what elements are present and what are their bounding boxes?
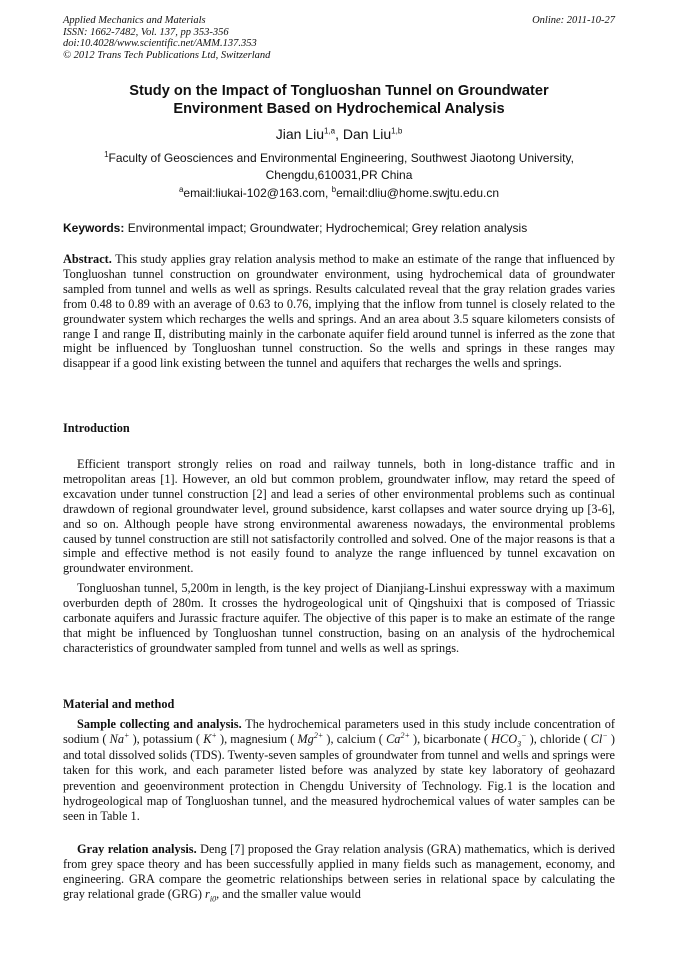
- email-mark: b: [331, 185, 337, 194]
- intro-paragraph-2: Tongluoshan tunnel, 5,200m in length, is the key project of Dianjiang-Linshui expressway with a maximum overburden depth of 280m. It crosses the hydrogeological unit of Qingshuixi that is composed of Triassic carbonate aquifers and Jurassic fracture aquifer. The objective of this paper is to make an estimate of the range that might be influenced by Tongluoshan tunnel construction, basing on an analysis of the hydrochemical characteristics of groundwater sampled from tunnel and wells as well as springs.: [63, 581, 615, 655]
- math-symbol: r: [205, 886, 210, 901]
- abstract-label: Abstract.: [63, 252, 112, 266]
- author-name: Dan Liu: [342, 126, 392, 142]
- potassium-symbol: [203, 732, 217, 746]
- chem-symbol: Cl: [590, 732, 603, 747]
- sample-text: ), potassium (: [129, 732, 204, 747]
- bicarbonate-symbol: [491, 731, 527, 749]
- sample-text: ), bicarbonate (: [409, 732, 492, 747]
- chloride-symbol: [591, 732, 608, 746]
- keywords: [63, 221, 615, 235]
- author-emails: [63, 186, 615, 200]
- chem-symbol: Ca: [386, 732, 401, 747]
- sample-text: ), magnesium (: [216, 732, 298, 747]
- chem-charge: +: [211, 731, 217, 741]
- email-b: email:dliu@home.swjtu.edu.cn: [336, 186, 500, 200]
- email-a: email:liukai-102@163.com,: [183, 186, 332, 200]
- method-sample-paragraph: [63, 717, 615, 825]
- journal-header: [63, 15, 615, 61]
- magnesium-symbol: [297, 732, 323, 746]
- grg-symbol: [205, 886, 217, 904]
- math-subscript: i0: [209, 894, 217, 904]
- affil-mark: 1: [104, 150, 109, 159]
- author-affil-mark: 1,a: [323, 126, 336, 136]
- keywords-text: Environmental impact; Groundwater; Hydrochemical; Grey relation analysis: [124, 221, 528, 235]
- sample-subheading: Sample collecting and analysis.: [77, 717, 242, 731]
- author-affil-mark: 1,b: [391, 126, 403, 136]
- online-date: Online: 2011-10-27: [532, 15, 615, 26]
- email-mark: a: [178, 185, 184, 194]
- author-name: Jian Liu: [275, 126, 324, 142]
- intro-paragraph-1: Efficient transport strongly relies on road and railway tunnels, both in long-distance traffic and in metropolitan areas [1]. However, an old but common problem, groundwater inflow, may retard the speed of excavation under tunnel construction [2] and lead a series of other environmental problems such as continual drawdown of regional groundwater level, ground subsidence, karst collapses and water source drying up [3-6], and so on. Although people have strong environmental awareness nowadays, the environmental problems caused by tunnel construction are still not satisfactorily controlled and solved. One of the major reasons is that a simple and effective method is not easily found to analyze the range influenced by tunnel excavation on groundwater environment.: [63, 457, 615, 576]
- affiliation: [63, 150, 615, 184]
- sample-text: The hydrochemical parameters used in this study include concentration of sodium (: [63, 717, 615, 747]
- chem-charge: −: [602, 731, 608, 741]
- chem-charge: 2+: [400, 731, 410, 741]
- calcium-symbol: [386, 732, 410, 746]
- chem-symbol: Mg: [297, 732, 314, 747]
- paper-title: [63, 82, 615, 118]
- affil-line-2: Chengdu,610031,PR China: [265, 168, 413, 182]
- section-heading-introduction: Introduction: [63, 421, 130, 435]
- sample-text: ), chloride (: [526, 732, 591, 747]
- copyright-line: © 2012 Trans Tech Publications Ltd, Switzerland: [63, 49, 271, 61]
- keywords-label: Keywords:: [63, 221, 125, 235]
- chem-symbol: K: [203, 732, 212, 747]
- title-line-1: Study on the Impact of Tongluoshan Tunnel on Groundwater: [129, 83, 549, 99]
- chem-subscript: 3: [517, 739, 522, 749]
- author-separator: ,: [335, 126, 343, 142]
- affil-line-1: Faculty of Geosciences and Environmental Engineering, Southwest Jiaotong University,: [108, 151, 574, 165]
- abstract: [63, 252, 615, 371]
- author-list: [63, 126, 615, 142]
- chem-charge: −: [521, 731, 527, 741]
- sample-text: ) and total dissolved solids (TDS). Twenty-seven samples of groundwater from tunnel and wells and springs were taken for this work, and each parameter listed before was analyzed by state key laboratory of geohazard prevention and geoenvironment protection in Chengdu University of Technology. Fig.1 is the location and hydrogeological map of Tongluoshan tunnel, and the measured hydrochemical values of water samples can be seen in Table 1.: [63, 732, 616, 824]
- gra-text: , and the smaller value would: [216, 886, 361, 901]
- section-heading-method: Material and method: [63, 697, 175, 711]
- sample-text: ), calcium (: [323, 732, 387, 747]
- abstract-text: This study applies gray relation analysis method to make an estimate of the range that influenced by Tongluoshan tunnel construction on groundwater environment, using hydrochemical data of groundwater sampled from tunnel and wells as well as springs. Results calculated reveal that the gray relation grades varies from 0.48 to 0.89 with an average of 0.63 to 0.76, implying that the inflow from tunnel is closely related to the groundwater system which recharges the wells and springs. And an area about 3.5 square kilometers consists of range Ⅰ and range Ⅱ, distributing mainly in the carbonate aquifer field around tunnel is inferred as the zone that might be influenced by Tongluoshan tunnel construction. So the wells and springs in these ranges may disappear if a good link existing between the tunnel and aquifers that recharges the wells and springs.: [63, 252, 615, 371]
- chem-charge: 2+: [313, 731, 324, 741]
- chem-charge: +: [124, 731, 130, 741]
- chem-symbol: Na: [109, 732, 124, 747]
- issn-line: ISSN: 1662-7482, Vol. 137, pp 353-356: [63, 26, 229, 38]
- gra-subheading: Gray relation analysis.: [77, 842, 197, 856]
- journal-name: Applied Mechanics and Materials: [63, 15, 206, 26]
- gra-text: Deng [7] proposed the Gray relation analysis (GRA) mathematics, which is derived from grey space theory and has been successfully applied in many fields such as management, economy, and engineering. GRA compare the geometric relationships between series in relational space by calculating the gray relational grade (GRG): [63, 842, 615, 901]
- chem-symbol: HCO: [491, 732, 518, 747]
- method-gra-paragraph: [63, 842, 615, 902]
- doi-line: doi:10.4028/www.scientific.net/AMM.137.353: [63, 38, 257, 49]
- sodium-symbol: [110, 732, 130, 746]
- title-line-2: Environment Based on Hydrochemical Analysis: [173, 101, 505, 117]
